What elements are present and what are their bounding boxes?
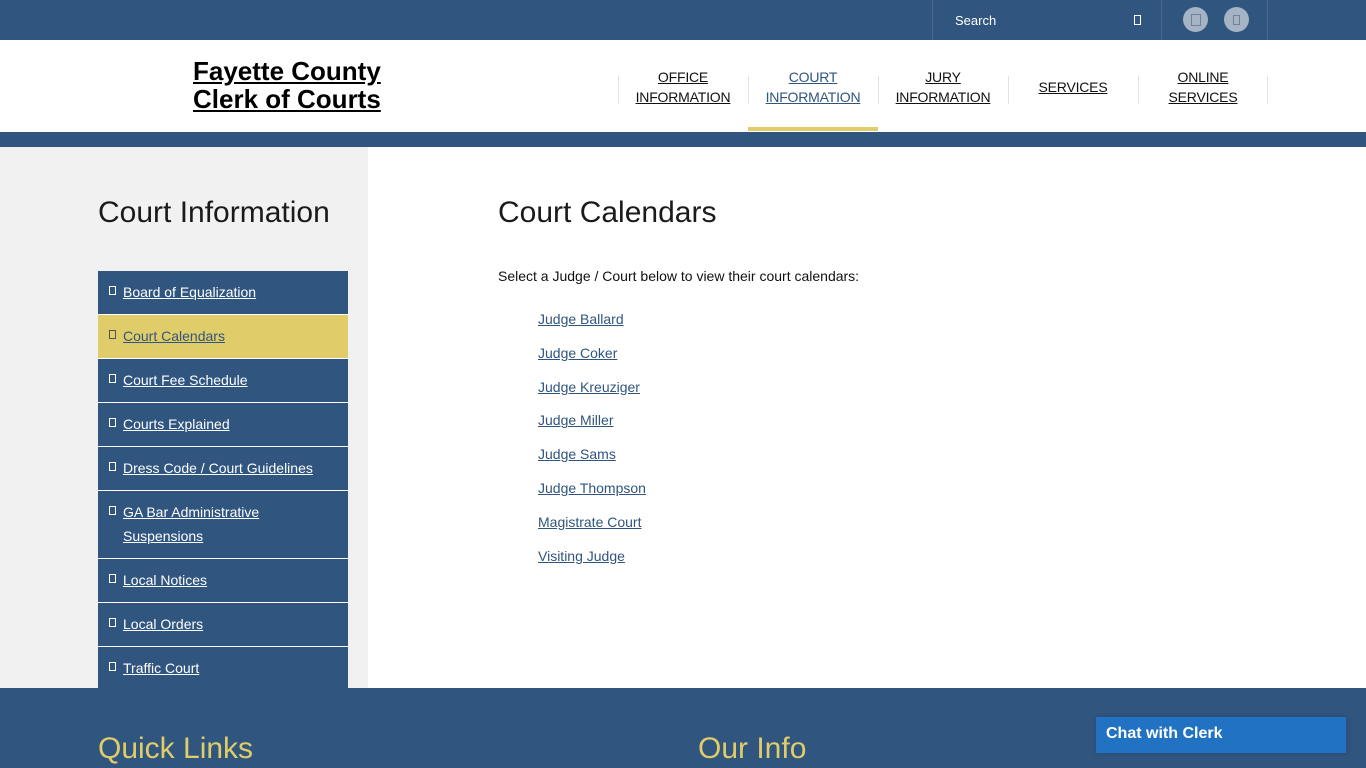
sidebar-item-court-fee-schedule[interactable] [98, 359, 348, 403]
nav-jury-information[interactable] [878, 40, 1008, 132]
list-item [538, 480, 646, 514]
bullet-icon [109, 462, 116, 471]
calendar-link-list [538, 311, 646, 581]
list-item [538, 311, 646, 345]
nav-office-information[interactable] [618, 40, 748, 132]
nav-label-line1: COURT [788, 69, 838, 85]
logo-line-2: Clerk of Courts [193, 84, 381, 114]
link-judge-sams[interactable]: Judge Sams [538, 446, 616, 463]
link-judge-kreuziger[interactable]: Judge Kreuziger [538, 378, 640, 395]
quick-links-heading: Quick Links [98, 732, 254, 765]
nav-label-line2: INFORMATION [895, 89, 991, 105]
sidebar-item-traffic-court[interactable] [98, 647, 348, 690]
twitter-icon[interactable] [1224, 7, 1249, 32]
top-utility-bar [0, 0, 1366, 40]
list-item [538, 345, 646, 379]
link-judge-ballard[interactable]: Judge Ballard [538, 311, 624, 327]
sidebar-item-label: Dress Code / Court Guidelines [123, 460, 313, 476]
sidebar-item-label: Traffic Court [123, 660, 200, 676]
header-divider-strip [0, 132, 1366, 147]
list-item [538, 514, 646, 548]
list-item [538, 548, 646, 582]
list-item [538, 446, 646, 480]
intro-text: Select a Judge / Court below to view their court calendars: [498, 268, 860, 284]
active-nav-indicator [748, 127, 878, 131]
nav-label-line2: INFORMATION [635, 89, 731, 105]
sidebar-item-label: Board of Equalization [123, 284, 257, 300]
list-item [538, 412, 646, 446]
sidebar-title: Court Information [98, 196, 330, 229]
bullet-icon [109, 618, 116, 627]
page-title: Court Calendars [498, 196, 717, 229]
sidebar-menu [98, 271, 348, 690]
nav-label [1039, 76, 1108, 96]
search-label: Search [955, 12, 997, 28]
nav-court-information[interactable] [748, 40, 878, 132]
search-button[interactable] [932, 0, 1162, 40]
search-icon[interactable] [1134, 15, 1141, 25]
bullet-icon [109, 574, 116, 583]
sidebar-item-court-calendars[interactable] [98, 315, 348, 359]
nav-label-line2: SERVICES [1168, 89, 1238, 105]
link-judge-miller[interactable]: Judge Miller [538, 412, 614, 429]
logo-line-1: Fayette County [193, 56, 381, 86]
link-judge-thompson[interactable]: Judge Thompson [538, 479, 646, 496]
bullet-icon [109, 330, 116, 339]
sidebar-item-label: Local Orders [123, 616, 204, 632]
nav-label-line2: INFORMATION [765, 89, 861, 105]
sidebar-item-board-of-equalization[interactable] [98, 271, 348, 315]
sidebar-item-label: Local Notices [123, 572, 208, 588]
sidebar-item-local-orders[interactable] [98, 603, 348, 647]
link-visiting-judge[interactable]: Visiting Judge [538, 547, 625, 564]
sidebar-item-courts-explained[interactable] [98, 403, 348, 447]
nav-label [896, 66, 991, 106]
list-item [538, 379, 646, 413]
link-magistrate-court[interactable]: Magistrate Court [538, 513, 642, 530]
sidebar-item-local-notices[interactable] [98, 559, 348, 603]
bullet-icon [109, 506, 116, 515]
sidebar-item-label: Court Calendars [123, 328, 225, 344]
sidebar-item-label: Courts Explained [123, 416, 230, 432]
sidebar-item-label: Court Fee Schedule [123, 372, 248, 388]
facebook-icon[interactable] [1183, 7, 1208, 32]
facebook-glyph [1191, 14, 1201, 26]
social-links [1162, 0, 1268, 40]
chat-with-clerk-button[interactable]: Chat with Clerk [1096, 717, 1346, 753]
sidebar-item-ga-bar-suspensions[interactable] [98, 491, 348, 559]
bullet-icon [109, 374, 116, 383]
nav-label-line1: JURY [925, 69, 961, 85]
site-logo-link[interactable] [193, 57, 381, 113]
nav-label [1169, 66, 1238, 106]
bullet-icon [109, 662, 116, 671]
sidebar-item-label: GA Bar Administrative Suspensions [123, 504, 260, 544]
nav-label-line1: OFFICE [657, 69, 709, 85]
nav-label-line1: SERVICES [1038, 79, 1108, 95]
bullet-icon [109, 418, 116, 427]
site-header [0, 40, 1366, 132]
nav-label [766, 66, 861, 106]
bullet-icon [109, 286, 116, 295]
our-info-heading: Our Info [698, 732, 807, 765]
sidebar-item-dress-code[interactable] [98, 447, 348, 491]
twitter-glyph [1233, 15, 1240, 25]
link-judge-coker[interactable]: Judge Coker [538, 344, 618, 361]
nav-services[interactable] [1008, 40, 1138, 132]
main-nav [618, 40, 1268, 132]
nav-label [636, 66, 731, 106]
nav-online-services[interactable] [1138, 40, 1268, 132]
nav-label-line1: ONLINE [1177, 69, 1229, 85]
